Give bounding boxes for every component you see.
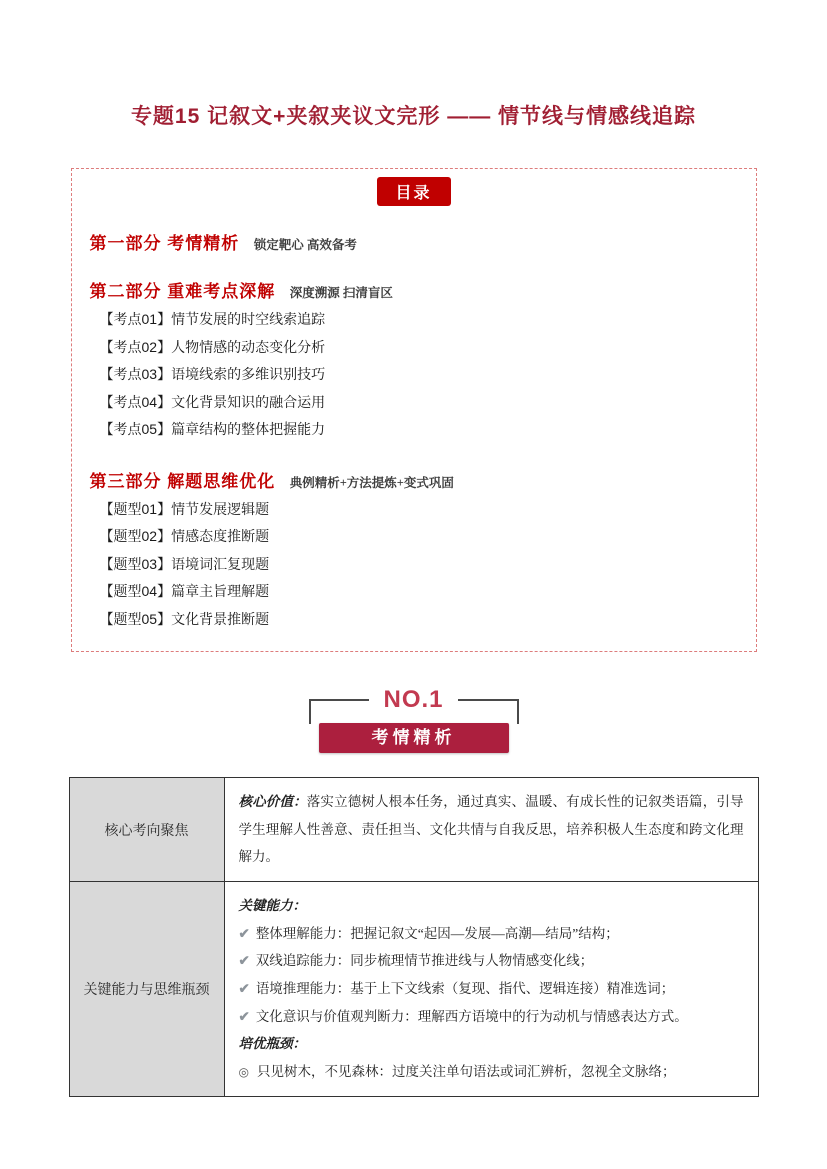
check-icon: ✔ [238,925,250,941]
toc-part-1-subtitle: 锁定靶心 高效备考 [253,238,357,252]
row-header-key-abilities: 关键能力与思维瓶颈 [69,882,224,1097]
toc-part-2-title: 第二部分 重难考点深解 [89,282,276,301]
ability-text: 双线追踪能力：同步梳理情节推进线与人物情感变化线； [255,953,594,969]
toc-box [71,168,757,652]
document-title: 专题15 记叙文+夹叙夹议文完形 —— 情节线与情感线追踪 [130,105,697,128]
bottleneck-text: 只见树木，不见森林：过度关注单句语法或词汇辨析，忽视全文脉络； [256,1064,676,1080]
bottleneck-label-line [239,1030,744,1058]
ability-text: 语境推理能力：基于上下文线索（复现、指代、逻辑连接）精准选词； [255,981,675,997]
ability-line [239,920,744,948]
core-values-paragraph [239,788,744,871]
toc-item-kaodian-01: 【考点01】情节发展的时空线索追踪 [99,311,326,327]
section-banner [0,686,827,753]
toc-item-tixing-02: 【题型02】情感态度推断题 [99,528,270,544]
analysis-table [69,777,759,1097]
bottleneck-line [239,1058,744,1086]
toc-part-1-title: 第一部分 考情精析 [89,234,240,253]
ability-label-line [239,892,744,920]
ability-line [239,947,744,975]
ability-line [239,975,744,1003]
core-values-cell [224,778,758,882]
toc-item-tixing-01: 【题型01】情节发展逻辑题 [99,500,270,517]
toc-part-3-title: 第三部分 解题思维优化 [89,471,276,491]
toc-heading: 目录 [377,177,451,206]
check-icon: ✔ [238,1008,250,1024]
row-header-core-focus: 核心考向聚焦 [69,778,224,882]
ability-line [239,1003,744,1031]
ability-label: 关键能力： [238,898,306,914]
core-values-text: 落实立德树人根本任务，通过真实、温暖、有成长性的记叙类语篇，引导学生理解人性善意、责任担当、文化共情与自我反思，培养积极人生态度和跨文化理解力。 [238,794,744,865]
section-ribbon-title: 考情精析 [319,723,509,753]
toc-part-3 [90,467,740,492]
check-icon: ✔ [238,981,250,997]
toc-item-kaodian-04: 【考点04】文化背景知识的融合运用 [99,393,326,410]
toc-item-kaodian-02: 【考点02】人物情感的动态变化分析 [99,338,326,355]
toc-part-1 [90,229,740,254]
toc-part-3-subtitle: 典例精析+方法提炼+变式巩固 [289,475,454,490]
circle-bullet-icon: ◎ [238,1065,249,1080]
section-number-frame [314,686,514,753]
key-abilities-cell [224,882,758,1097]
toc-item-kaodian-05: 【考点05】篇章结构的整体把握能力 [99,421,326,437]
toc-item-tixing-03: 【题型03】语境词汇复现题 [99,555,270,572]
toc-part-2-subtitle: 深度溯源 扫清盲区 [289,286,393,300]
table-row-key-abilities [69,882,758,1097]
ability-text: 整体理解能力：把握记叙文“起因—发展—高潮—结局”结构； [255,925,619,941]
toc-item-tixing-04: 【题型04】篇章主旨理解题 [99,583,270,599]
table-row-core-focus [69,778,758,882]
toc-item-tixing-05: 【题型05】文化背景推断题 [99,610,270,627]
ability-text: 文化意识与价值观判断力：理解西方语境中的行为动机与情感表达方式。 [255,1008,688,1024]
check-icon: ✔ [238,953,250,969]
toc-part-2 [90,277,740,302]
bottleneck-label: 培优瓶颈： [238,1036,306,1052]
core-values-label: 核心价值： [238,794,307,809]
section-number: NO.1 [369,686,457,714]
toc-item-kaodian-03: 【考点03】语境线索的多维识别技巧 [99,366,326,382]
